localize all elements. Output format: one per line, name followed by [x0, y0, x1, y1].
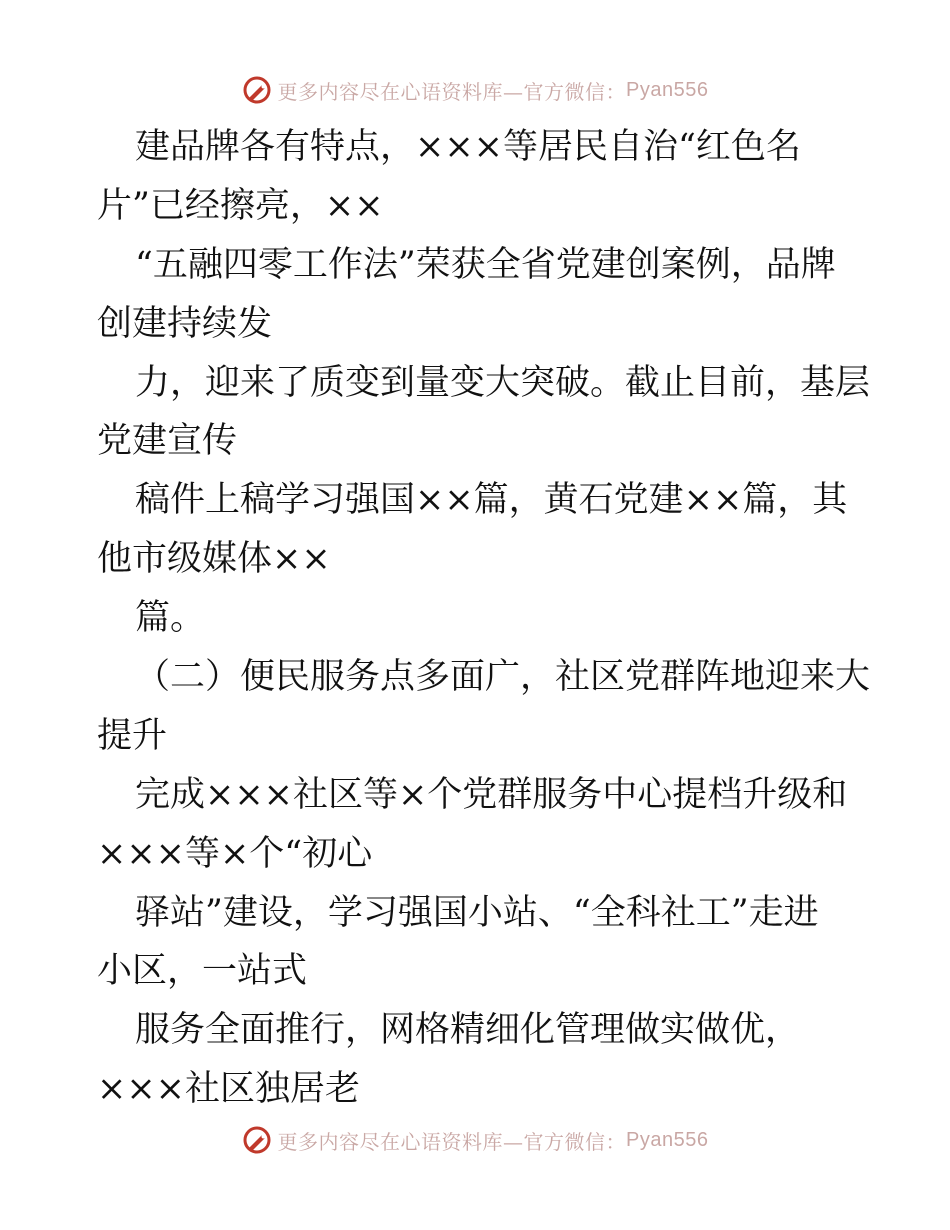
text-line-7: 稿件上稿学习强国××篇，黄石党建××篇，其 [135, 480, 848, 521]
text-line-6: 党建宣传 [97, 421, 238, 462]
text-line-3: “五融四零工作法”荣获全省党建创案例，品牌 [135, 244, 836, 285]
text-line-9: 篇。 [135, 598, 206, 639]
text-line-2: 片”已经擦亮，×× [97, 185, 384, 226]
header-banner-id: Pyan556 [626, 78, 709, 101]
header-banner [0, 70, 950, 110]
body-text [97, 118, 871, 1119]
footer-banner [0, 1120, 950, 1160]
text-line-12: 完成×××社区等×个党群服务中心提档升级和 [135, 774, 848, 815]
text-line-11: 提升 [97, 715, 168, 756]
footer-banner-text: 更多内容尽在心语资料库—官方微信： [277, 1129, 627, 1154]
text-line-4: 创建持续发 [97, 303, 273, 344]
footer-banner-id: Pyan556 [626, 1128, 709, 1151]
text-line-16: 服务全面推行，网格精细化管理做实做优， [135, 1010, 801, 1051]
pen-logo-icon [242, 75, 272, 105]
text-line-8: 他市级媒体×× [97, 539, 331, 580]
text-line-1: 建品牌各有特点，×××等居民自治“红色名 [135, 127, 801, 167]
text-line-15: 小区，一站式 [97, 951, 308, 992]
header-banner-text: 更多内容尽在心语资料库—官方微信： [277, 79, 627, 104]
text-line-14: 驿站”建设，学习强国小站、“全科社工”走进 [135, 892, 819, 933]
text-line-10: （二）便民服务点多面广，社区党群阵地迎来大 [135, 657, 871, 698]
text-line-5: 力，迎来了质变到量变大突破。截止目前，基层 [135, 362, 871, 403]
pen-logo-icon [242, 1125, 272, 1155]
text-line-13: ×××等×个“初心 [97, 833, 373, 874]
text-line-17: ×××社区独居老 [97, 1069, 360, 1110]
